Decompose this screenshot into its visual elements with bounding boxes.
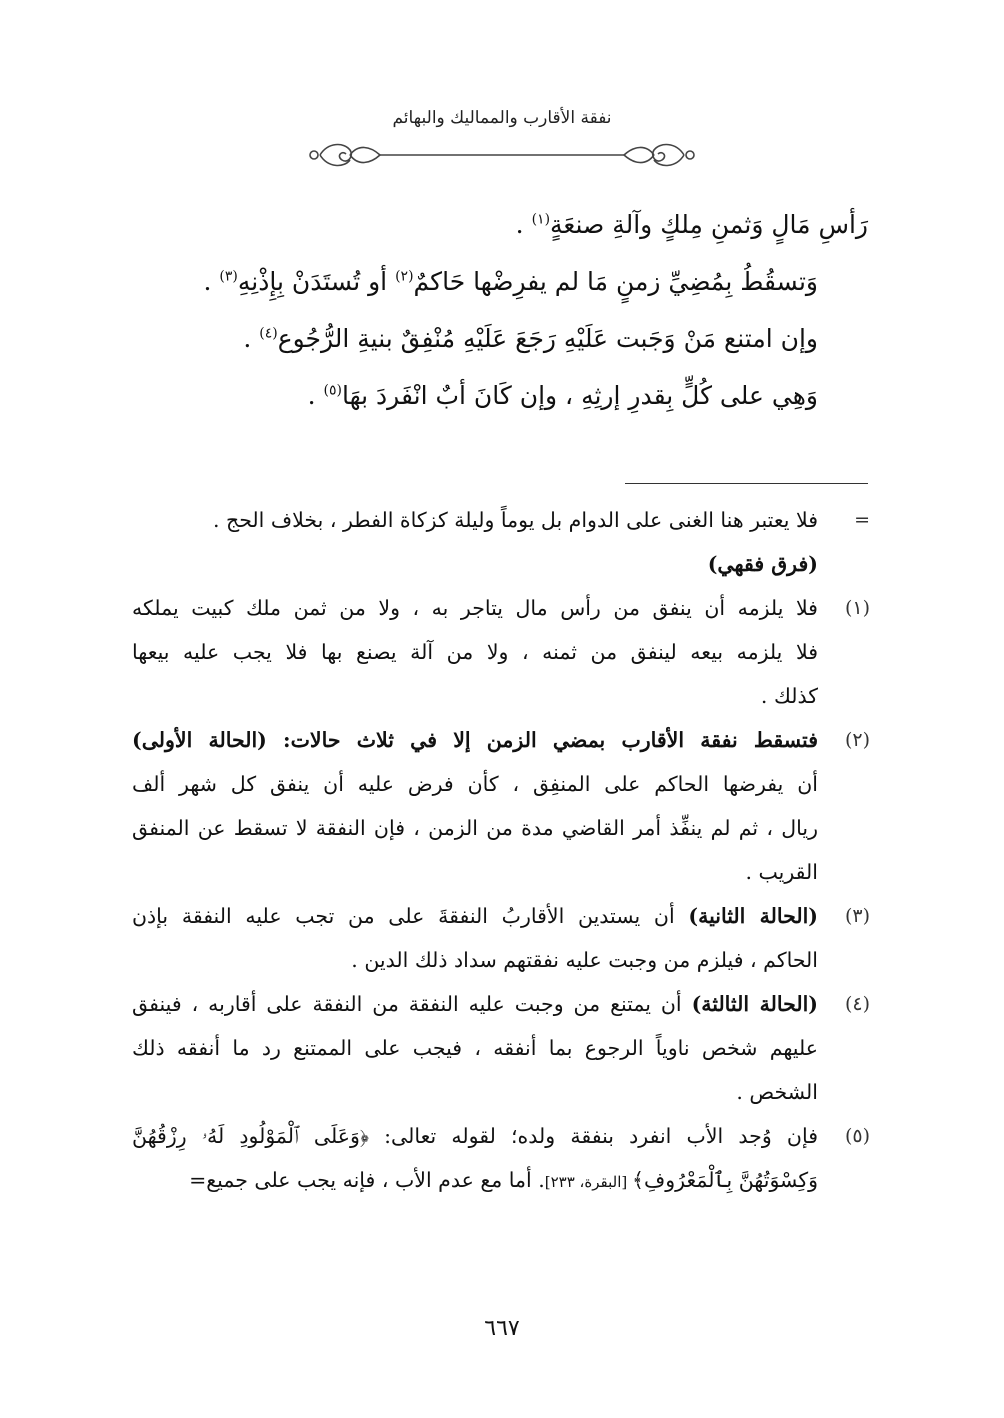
footnote-2	[132, 718, 870, 894]
main-line-4: وَهِي على كُلٍّ بِقدرِ إرثِهِ ، وإن كَانَ أبٌ انْفَردَ بهَا$^{(٥)}$ .	[307, 381, 818, 410]
main-text	[150, 196, 868, 424]
footnote-marker: (٤)	[844, 993, 870, 1015]
footnote-separator	[625, 483, 868, 484]
footnote-ref[interactable]: (٣)	[219, 268, 238, 285]
main-line-2: وَتسقُطُ بِمُضِيِّ زمنٍ مَا لم يفرِضْها حَاكمٌ$^{(٢)}$ أو تُستَدَنْ بِإِذْنِهِ$^{(٣)}$ .	[203, 267, 818, 296]
footnote-line: (الحالة الثانية) أن يستدين الأقاربُ النفقةَ على من تجب عليه النفقة بإذن	[132, 904, 819, 928]
footnote-line: الحاكم ، فيلزم من وجبت عليه نفقتهم سداد ذلك الدين .	[351, 948, 818, 972]
footnote-5	[132, 1114, 870, 1204]
footnote-line: فإن وُجد الأب انفرد بنفقة ولده؛ لقوله تعالى: ﴿وَعَلَى ٱلْمَوْلُودِ لَهُۥ رِزْقُهُنَّ	[132, 1124, 818, 1148]
footnotes	[132, 498, 870, 1204]
main-line-1: رَأسِ مَالٍ وَثمنِ مِلكٍ وآلةِ صنعَةٍ$^{(١)}$ .	[515, 210, 868, 239]
footnote-marker: =	[854, 509, 870, 531]
footnote-marker: (٣)	[844, 905, 870, 927]
footnote-line: فلا يلزمه أن ينفق من رأس مال يتاجر به ، ولا من ثمن ملك كبيت يملكه	[132, 596, 818, 620]
footnote-line: فلا يلزمه بيعه لينفق من ثمنه ، ولا من آلة يصنع بها فلا يجب عليه بيعها	[132, 640, 818, 664]
quran-quote: وَكِسْوَتُهُنَّ بِٱلْمَعْرُوفِ﴾	[632, 1168, 818, 1192]
footnote-1	[132, 586, 870, 718]
footnote-continuation	[132, 498, 870, 586]
footnote-line: (الحالة الثالثة) أن يمتنع من وجبت عليه النفقة من النفقة على أقاربه ، فينفق	[132, 992, 818, 1016]
footnote-line: (فرق فقهي)	[707, 552, 818, 576]
ornament-divider-icon	[300, 138, 704, 172]
footnote-marker: (١)	[844, 597, 870, 619]
footnote-marker: (٢)	[844, 729, 870, 751]
footnote-line: الشخص .	[736, 1080, 818, 1104]
footnote-line: ريال ، ثم لم ينفِّذ أمر القاضي مدة من الزمن ، فإن النفقة لا تسقط عن المنفق	[132, 816, 818, 840]
footnote-line: عليهم شخص ناوياً الرجوع بما أنفقه ، فيجب على الممتنع رد ما أنفقه ذلك	[132, 1036, 818, 1060]
footnote-line: فتسقط نفقة الأقارب بمضي الزمن إلا في ثلاث حالات: (الحالة الأولى)	[132, 728, 818, 752]
footnote-ref[interactable]: (١)	[531, 211, 551, 228]
main-line-3: وإن امتنع مَنْ وَجَبت عَلَيْهِ رَجَعَ عَلَيْهِ مُنْفِقٌ بنيةِ الرُّجُوع$^{(٤)}$ .	[243, 324, 818, 353]
footnote-3	[132, 894, 870, 982]
footnote-bold-label: (الحالة الثالثة)	[691, 992, 818, 1016]
footnote-line: كذلك .	[760, 684, 818, 708]
footnote-bold-label: (الحالة الثانية)	[688, 904, 819, 928]
footnote-line: أن يفرضها الحاكم على المنفِق ، كأن فرض عليه أن ينفق كل شهر ألف	[132, 772, 818, 796]
footnote-marker: (٥)	[844, 1125, 870, 1147]
quran-reference: [البقرة، ٢٣٣]	[544, 1173, 632, 1191]
footnote-line: فلا يعتبر هنا الغنى على الدوام بل يوماً وليلة كزكاة الفطر ، بخلاف الحج .	[212, 508, 818, 532]
footnote-ref[interactable]: (٤)	[259, 325, 278, 342]
footnote-ref[interactable]: (٢)	[395, 268, 414, 285]
page-number: ٦٦٧	[484, 1316, 520, 1341]
running-header-title: نفقة الأقارب والمماليك والبهائم	[392, 108, 612, 128]
footnote-line: وَكِسْوَتُهُنَّ بِٱلْمَعْرُوفِ﴾ [البقرة، ٢٣٣]. أما مع عدم الأب ، فإنه يجب على جميع=	[189, 1168, 818, 1192]
footnote-ref[interactable]: (٥)	[323, 382, 342, 399]
footnote-line: القريب .	[745, 860, 818, 884]
footnote-4	[132, 982, 870, 1114]
running-header	[300, 108, 704, 174]
